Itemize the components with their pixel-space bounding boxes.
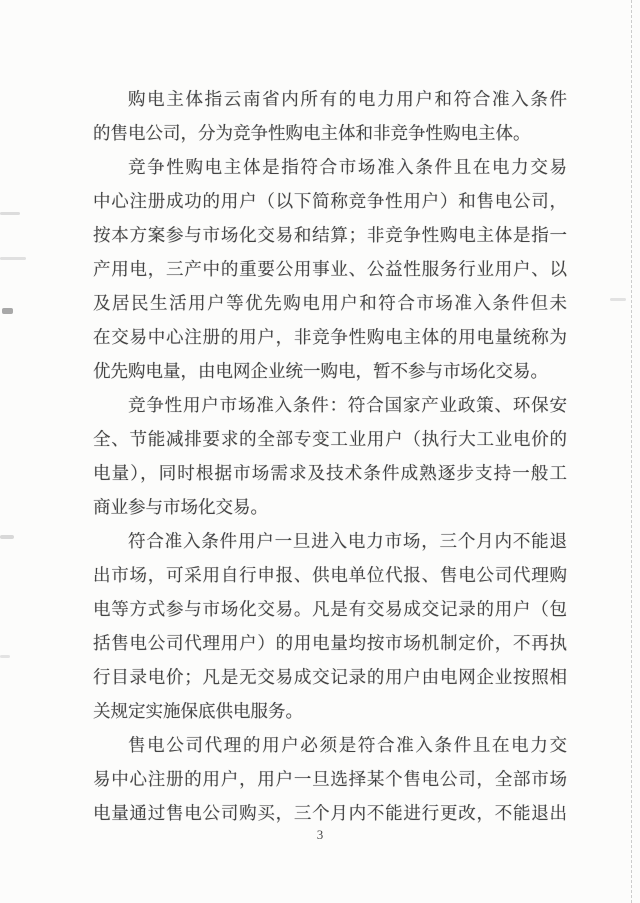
text-line: 括售电公司代理用户）的用电量均按市场机制定价，不再执: [93, 633, 567, 653]
page-number: 3: [316, 827, 324, 842]
document-body-text: [93, 82, 567, 830]
text-line: 及居民生活用户等优先购电用户和符合市场准入条件但未: [93, 293, 567, 313]
scan-smudge: [610, 298, 626, 301]
text-line: 中心注册成功的用户（以下简称竞争性用户）和售电公司，: [93, 191, 567, 211]
text-line: 电等方式参与市场化交易。凡是有交易成交记录的用户（包: [93, 599, 567, 619]
text-line: 商业参与市场化交易。: [93, 497, 268, 517]
text-line: 购电主体指云南省内所有的电力用户和符合准入条件: [128, 89, 567, 109]
text-line: 售电公司代理的用户必须是符合准入条件且在电力交: [128, 735, 567, 755]
paragraph: [93, 150, 567, 388]
text-line: 优先购电量，由电网企业统一购电，暂不参与市场化交易。: [93, 361, 548, 381]
paragraph: [93, 728, 567, 830]
text-line: 符合准入条件用户一旦进入电力市场，三个月内不能退: [128, 531, 567, 551]
scan-smudge: [0, 257, 26, 260]
scan-artifact-dotted-edge: [631, 0, 632, 903]
paragraph: [93, 82, 567, 150]
text-line: 竞争性用户市场准入条件：符合国家产业政策、环保安: [128, 395, 567, 415]
text-line: 竞争性购电主体是指符合市场准入条件且在电力交易: [128, 157, 567, 177]
text-line: 出市场，可采用自行申报、供电单位代报、售电公司代理购: [93, 565, 567, 585]
text-line: 在交易中心注册的用户，非竞争性购电主体的用电量统称为: [93, 327, 567, 347]
text-line: 易中心注册的用户，用户一旦选择某个售电公司，全部市场: [93, 769, 567, 789]
text-line: 电量），同时根据市场需求及技术条件成熟逐步支持一般工: [93, 463, 567, 483]
text-line: 按本方案参与市场化交易和结算；非竞争性购电主体是指一: [93, 225, 567, 245]
text-line: 关规定实施保底供电服务。: [93, 701, 303, 721]
scan-smudge: [0, 535, 14, 539]
text-line: 的售电公司，分为竞争性购电主体和非竞争性购电主体。: [93, 123, 531, 143]
text-line: 行目录电价；凡是无交易成交记录的用户由电网企业按照相: [93, 667, 567, 687]
text-line: 电量通过售电公司购买，三个月内不能进行更改，不能退出: [93, 803, 567, 823]
scan-smudge: [0, 655, 10, 658]
text-line: 产用电，三产中的重要公用事业、公益性服务行业用户、以: [93, 259, 567, 279]
paragraph: [93, 388, 567, 524]
scan-smudge: [0, 212, 20, 215]
scan-smudge: [2, 308, 13, 314]
paragraph: [93, 524, 567, 728]
text-line: 全、节能减排要求的全部专变工业用户（执行大工业电价的: [93, 429, 567, 449]
